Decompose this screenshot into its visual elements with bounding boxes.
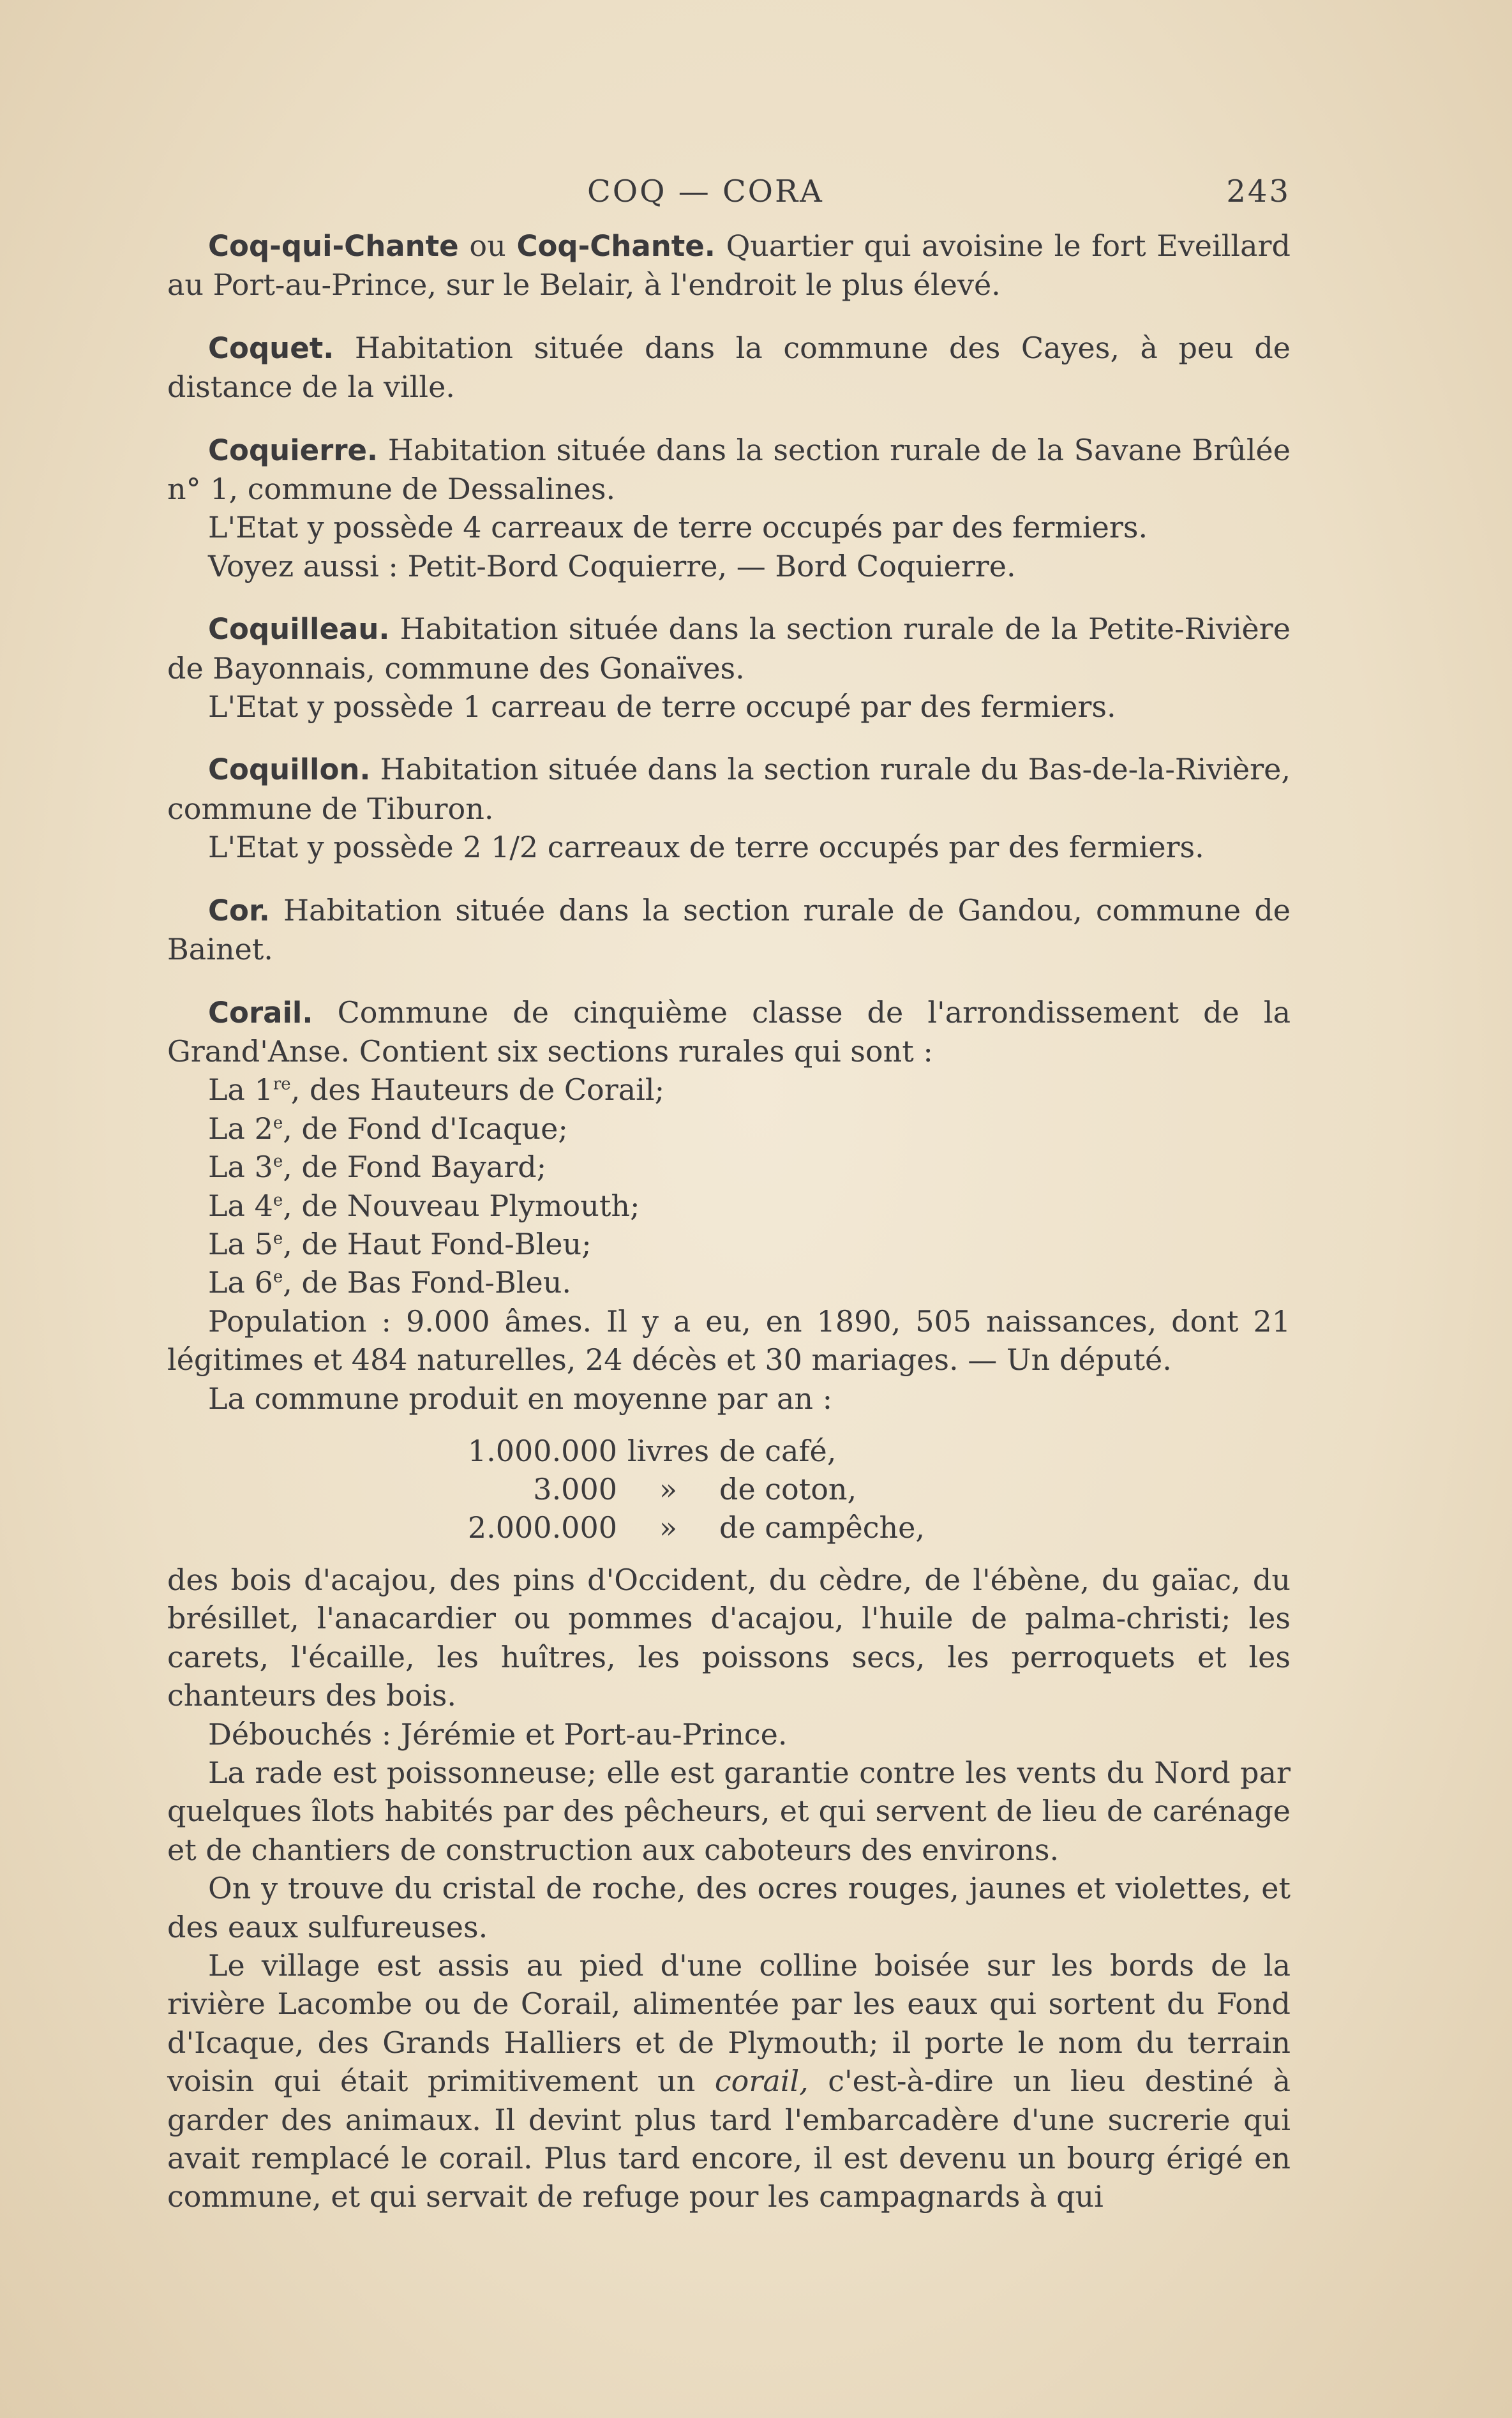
section-line: La 3e, de Fond Bayard; bbox=[208, 1150, 547, 1185]
entry-paragraph: Voyez aussi : Petit-Bord Coquierre, — Bord Coquierre. bbox=[208, 548, 1016, 583]
page-body bbox=[167, 227, 1291, 2216]
section-line: La 6e, de Bas Fond-Bleu. bbox=[208, 1265, 571, 1300]
section-line: La 4e, de Nouveau Plymouth; bbox=[208, 1188, 640, 1223]
production-row: 3.000 » de coton, bbox=[533, 1471, 857, 1506]
section-line: La 1re, des Hauteurs de Corail; bbox=[208, 1072, 665, 1108]
entry-coquierre bbox=[167, 431, 1291, 509]
rade-paragraph: La rade est poissonneuse; elle est garantie contre les vents du Nord par quelques îlots habités par des pêcheurs, et qui servent de lieu de carénage et de chantiers de construction aux caboteurs des environs. bbox=[167, 1755, 1291, 1867]
debouches-paragraph: Débouchés : Jérémie et Port-au-Prince. bbox=[208, 1716, 788, 1752]
cristal-paragraph: On y trouve du cristal de roche, des ocres rouges, jaunes et violettes, et des eaux sulfureuses. bbox=[167, 1871, 1291, 1944]
entry-term: Coquillon. bbox=[208, 753, 371, 787]
entry-paragraph: L'Etat y possède 2 1/2 carreaux de terre occupés par des fermiers. bbox=[208, 830, 1204, 865]
entry-term: Cor. bbox=[208, 893, 270, 927]
entry-term: Corail. bbox=[208, 995, 313, 1030]
entry-text: Habitation située dans la section rurale de la Petite-Rivière de Bayonnais, commune des Gonaïves. bbox=[167, 612, 1291, 686]
entry-text: Habitation située dans la section rurale de Gandou, commune de Bainet. bbox=[167, 892, 1291, 967]
entry-coq-qui-chante bbox=[167, 227, 1291, 304]
entry-coquillon bbox=[167, 750, 1291, 828]
entry-corail bbox=[167, 993, 1291, 1071]
entry-term: Coquilleau. bbox=[208, 612, 390, 647]
entry-term: Coq-qui-Chante bbox=[208, 229, 459, 263]
section-line: La 2e, de Fond d'Icaque; bbox=[208, 1111, 568, 1146]
entry-text: Habitation située dans la commune des Cayes, à peu de distance de la ville. bbox=[167, 330, 1291, 405]
products-paragraph: des bois d'acajou, des pins d'Occident, du cèdre, de l'ébène, du gaïac, du brésillet, l'anacardier ou pommes d'acajou, l'huile de palma-christi; les carets, l'écaille, les huîtres, les poissons secs, les perroquets et les chanteurs des bois. bbox=[167, 1562, 1291, 1713]
entry-term: Coquet. bbox=[208, 331, 334, 365]
page-number: 243 bbox=[1226, 174, 1291, 209]
entry-text: Habitation située dans la section rurale de la Savane Brûlée n° 1, commune de Dessalines. bbox=[167, 432, 1291, 507]
production-row: 2.000.000 » de campêche, bbox=[467, 1510, 925, 1545]
entry-coquet bbox=[167, 329, 1291, 407]
entry-cor bbox=[167, 891, 1291, 969]
entry-text: Commune de cinquième classe de l'arrondissement de la Grand'Anse. Contient six sections rurales qui sont : bbox=[167, 995, 1291, 1069]
entry-term-alt: Coq-Chante. bbox=[516, 229, 715, 263]
production-table bbox=[458, 1432, 968, 1547]
population-paragraph: Population : 9.000 âmes. Il y a eu, en 1890, 505 naissances, dont 21 légitimes et 484 naturelles, 24 décès et 30 mariages. — Un député. bbox=[167, 1303, 1291, 1378]
entry-term: Coquierre. bbox=[208, 433, 378, 467]
village-paragraph: Le village est assis au pied d'une colline boisée sur les bords de la rivière Lacombe ou de Corail, alimentée par les eaux qui sortent du Fond d'Icaque, des Grands Halliers et de Plymouth; il porte le nom du terrain voisin qui était primitivement un corail, c'est-à-dire un lieu destiné à garder des animaux. Il devint plus tard l'embarcadère d'une sucrerie qui avait remplacé le corail. Plus tard encore, il est devenu un bourg érigé en commune, et qui servait de refuge pour les campagnards à qui bbox=[167, 1948, 1291, 2214]
entry-coquilleau bbox=[167, 610, 1291, 687]
entry-paragraph: L'Etat y possède 4 carreaux de terre occupés par des fermiers. bbox=[208, 510, 1148, 545]
production-row: 1.000.000 livres de café, bbox=[467, 1433, 837, 1468]
production-intro: La commune produit en moyenne par an : bbox=[208, 1381, 833, 1416]
entry-connector: ou bbox=[458, 229, 517, 263]
section-line: La 5e, de Haut Fond-Bleu; bbox=[208, 1226, 592, 1261]
running-header bbox=[167, 174, 1291, 212]
entry-text: Quartier qui avoisine le fort Eveillard au Port-au-Prince, sur le Belair, à l'endroit le plus élevé. bbox=[167, 229, 1291, 303]
entry-text: Habitation située dans la section rurale du Bas-de-la-Rivière, commune de Tiburon. bbox=[167, 752, 1291, 826]
entry-paragraph: L'Etat y possède 1 carreau de terre occupé par des fermiers. bbox=[208, 689, 1116, 725]
header-title: COQ — CORA bbox=[587, 174, 824, 209]
